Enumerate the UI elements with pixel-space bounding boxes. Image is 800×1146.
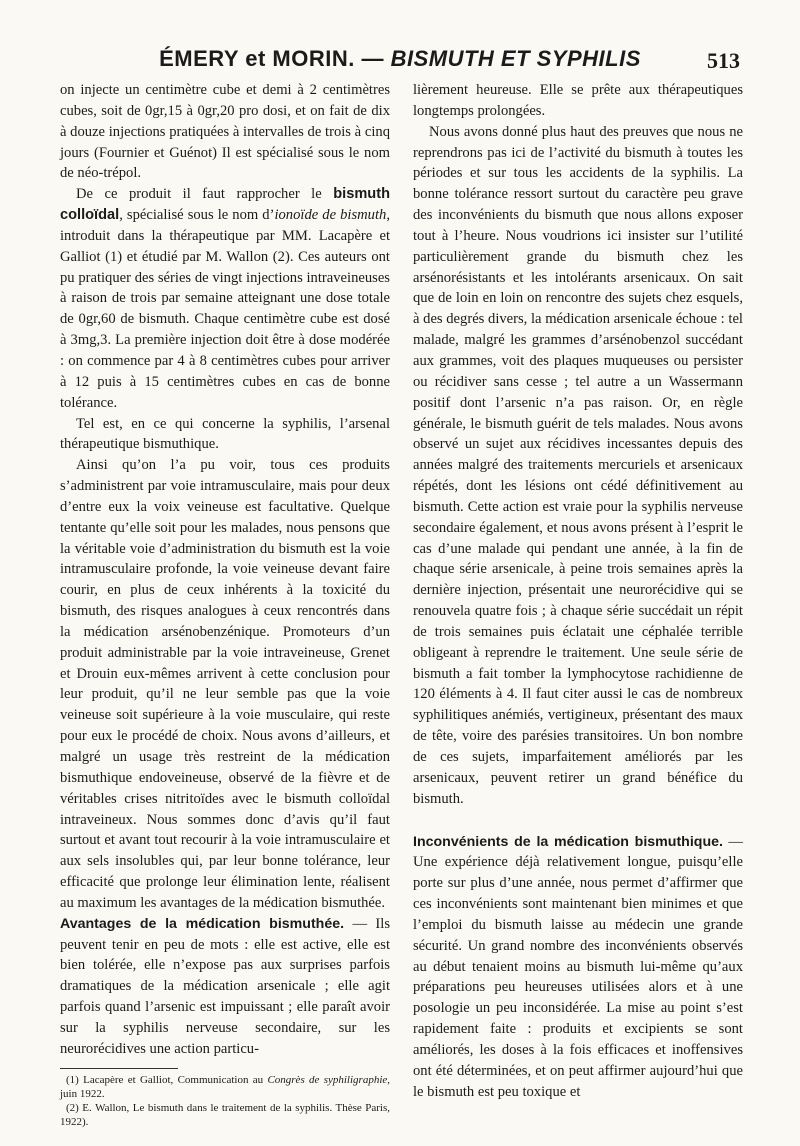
section-heading: Avantages de la médication bismuthée. xyxy=(60,915,345,932)
bold-term: bismuth colloïdal xyxy=(60,186,390,224)
running-header xyxy=(0,46,800,76)
paragraph xyxy=(60,184,390,413)
left-column xyxy=(60,80,390,1129)
footnotes xyxy=(60,1073,390,1129)
section-heading: Inconvénients de la médication bismuthique. xyxy=(413,833,723,850)
paragraph: Ainsi qu’on l’a pu voir, tous ces produits s’administrent par voie intramusculaire, mais pour deux d’entre eux la voix veineuse est facultative. Quelque tentante qu’elle soit pour les malades, nous pensons que la véritable voie d’administration du bismuth est la voie intramusculaire profonde, la voie veineuse devant faire courir, en plus de ceux inhérents à la toxicité du bismuth, des risques analogues à ceux rencontrés dans la médication arsénobenzénique. Promoteurs d’un produit administrable par la voie intraveineuse, Grenet et Drouin eux-mêmes arrivent à cette conclusion pour leur produit, qu’il ne leur semble pas que la voie veineuse soit supérieure à la voie musculaire, qui reste pour eux le procédé de choix. Nous avons d’ailleurs, et malgré un usage très restreint de la médication bismuthique endoveineuse, observé de la fièvre et de véritables crises nitritoïdes avec le bismuth colloïdal intraveineux. Nous sommes donc d’avis qu’il faut surtout et avant tout recourir à la voie intramusculaire et aux sels insolubles qui, par leur bonne tolérance, leur efficacité que prolonge leur élimination lente, réalisent au maximum les avantages de la médication bismuthée. xyxy=(60,457,390,911)
running-title xyxy=(0,46,800,72)
paragraph: Tel est, en ce qui concerne la syphilis, l’arsenal thérapeutique bismuthique. xyxy=(60,415,390,453)
header-dash: — xyxy=(354,46,391,71)
italic-term: Congrès de syphiligraphie xyxy=(267,1073,388,1086)
paragraph: lièrement heureuse. Elle se prête aux thérapeutiques longtemps prolongées. xyxy=(413,82,743,119)
header-subtitle: BISMUTH ET SYPHILIS xyxy=(390,46,641,71)
footnote: (2) E. Wallon, Le bismuth dans le traitement de la syphilis. Thèse Paris, 1922). xyxy=(60,1101,390,1128)
text-run: De ce produit il faut rapprocher le xyxy=(76,186,334,203)
text-run: , introduit dans la thérapeutique par MM. Lacapère et Galliot (1) et étudié par M. Wallon (2). Ces auteurs ont pu pratiquer des séries de vingt injections intraveineuses à raison de trois par semaine atteignant une dose totale de 0gr,60 de bismuth. Chaque centimètre cube est dosé à 3mg,3. La première injection doit être à dose modérée : on commence par 4 à 8 centimètres cubes pour arriver à 12 puis à 15 centimètres cubes en cas de bonne tolérance. xyxy=(60,207,390,411)
italic-term: ionoïde de bismuth xyxy=(274,207,387,224)
header-authors: ÉMERY et MORIN. xyxy=(159,46,355,71)
footnote xyxy=(60,1073,390,1101)
text-run: — Une expérience déjà relativement longue, puisqu’elle porte sur plus d’une année, nous permet d’affirmer que ces inconvénients sont maintenant bien minimes et que l’emploi du bismuth laisse au médecin une grande sécurité. Un grand nombre des inconvénients observés au début tenaient moins au bismuth lui-même qu’aux préparations peu heureuses utilisées alors et à une posologie un peu inconsidérée. La mise au point s’est rapidement faite : produits et excipients se sont améliorés, les doses à la fois efficaces et inoffensives ont été déterminées, et on peut affirmer aujourd’hui que le bismuth est peu toxique et xyxy=(413,833,744,1100)
text-run: — Ils peuvent tenir en peu de mots : elle est active, elle est bien tolérée, elle n’expose pas aux surprises parfois dramatiques de la médication arsenicale ; elle agit parfois quand l’arsenic est impuissant ; elle paraît avoir sur la syphilis nerveuse secondaire, sur les neurorécidives une action particu- xyxy=(60,915,391,1057)
right-column xyxy=(413,80,743,1103)
paragraph: on injecte un centimètre cube et demi à 2 centimètres cubes, soit de 0gr,15 à 0gr,20 pro dosi, et on fait de dix à douze injections pratiquées à intervalles de trois à cinq jours (Fournier et Guénot) Il est spécialisé sous le nom de néo-trépol. xyxy=(60,82,390,182)
text-run: , juin 1922. xyxy=(60,1073,391,1100)
text-run: (1) Lacapère et Galliot, Communication au xyxy=(66,1073,268,1086)
text-run: , spécialisé sous le nom d’ xyxy=(119,207,275,224)
page-number: 513 xyxy=(707,48,740,73)
paragraph: Nous avons donné plus haut des preuves que nous ne reprendrons pas ici de l’activité du bismuth à toutes les périodes et sur tous les accidents de la syphilis. La bonne tolérance ressort surtout du caractère peu grave des inconvénients du bismuth que nous allons exposer tout à l’heure. Nous voudrions ici insister sur l’utilité particulièrement grande du bismuth chez les arsénorésistants et les intolérants arsenicaux. On sait que de loin en loin on rencontre des sujets chez esquels, à des degrés divers, la médication arsenicale échoue : tel malade, malgré les grammes d’arsénobenzol succédant aux grammes, voit des plaques muqueuses ou persister ou récidiver sans cesse ; tel autre a un Wassermann positif dont l’arsenic n’a pas raison. Or, en règle générale, le bismuth guérit de tels malades. Nous avons observé un sujet aux récidives incessantes depuis des années malgré des traitements mercuriels et arsenicaux répétés, dont les lésions ont cédé définitivement au bismuth. Cette action est vraie pour la syphilis nerveuse secondaire également, et nous avons présent à l’esprit le cas d’une malade qui pendant une année, à la fin de chaque série arsenicale, à peine trois semaines après la dernière injection, présentait une neurorécidive qui se renouvela quatre fois ; à chaque série succédait un répit de trois semaines puis éclatait une céphalée terrible obligeant à reprendre le traitement. Une seule série de bismuth a fait tomber la lymphocytose rachidienne de 120 éléments à 4. Il faut citer aussi le cas de nombreux syphilitiques anémiés, vertigineux, présentant des maux de tête, voire des parésies transitoires. Un bon nombre de ces sujets, imparfaitement améliorés par les arsenicaux, peuvent retirer un grand bénéfice du bismuth. xyxy=(413,123,743,807)
footnote-rule xyxy=(60,1068,178,1069)
